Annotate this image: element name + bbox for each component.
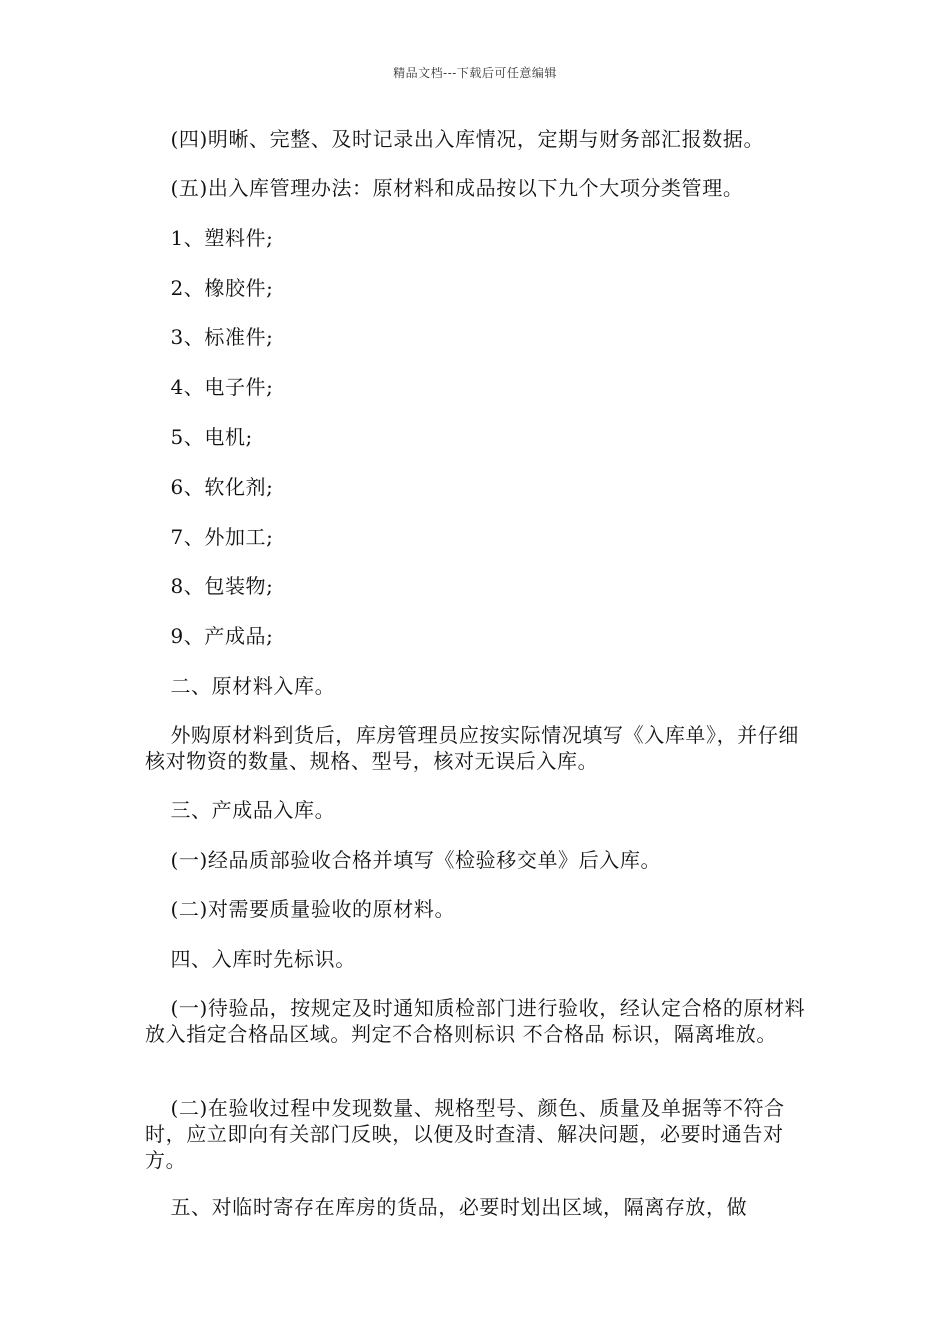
paragraph: (四)明晰、完整、及时记录出入库情况，定期与财务部汇报数据。	[170, 127, 765, 151]
paragraph: (二)在验收过程中发现数量、规格型号、颜色、质量及单据等不符合时，应立即向有关部门反映，以便及时查清、解决问题，必要时通告对方。	[145, 1096, 785, 1172]
paragraph: (二)对需要质量验收的原材料。	[170, 897, 456, 921]
list-item: 6、软化剂;	[170, 475, 274, 499]
page-header: 精品文档---下载后可任意编辑	[393, 66, 557, 80]
paragraph: (一)待验品，按规定及时通知质检部门进行验收，经认定合格的原材料放入指定合格品区域。判定不合格则标识 不合格品 标识，隔离堆放。	[145, 996, 806, 1046]
section-heading: 四、入库时先标识。	[170, 947, 356, 971]
list-item: 3、标准件;	[170, 325, 274, 349]
section-heading: 五、对临时寄存在库房的货品，必要时划出区域，隔离存放，做	[170, 1195, 748, 1219]
list-item: 5、电机;	[170, 425, 253, 449]
list-item: 9、产成品;	[170, 624, 274, 648]
list-item: 7、外加工;	[170, 525, 274, 549]
list-item: 4、电子件;	[170, 375, 274, 399]
list-item: 1、塑料件;	[170, 226, 274, 250]
list-item: 8、包装物;	[170, 574, 274, 598]
list-item: 2、橡胶件;	[170, 276, 274, 300]
paragraph: (五)出入库管理办法：原材料和成品按以下九个大项分类管理。	[170, 176, 744, 200]
section-heading: 三、产成品入库。	[170, 798, 336, 822]
paragraph: 外购原材料到货后，库房管理员应按实际情况填写《入库单》，并仔细核对物资的数量、规格、型号，核对无误后入库。	[145, 723, 800, 773]
section-heading: 二、原材料入库。	[170, 674, 336, 698]
paragraph: (一)经品质部验收合格并填写《检验移交单》后入库。	[170, 848, 662, 872]
